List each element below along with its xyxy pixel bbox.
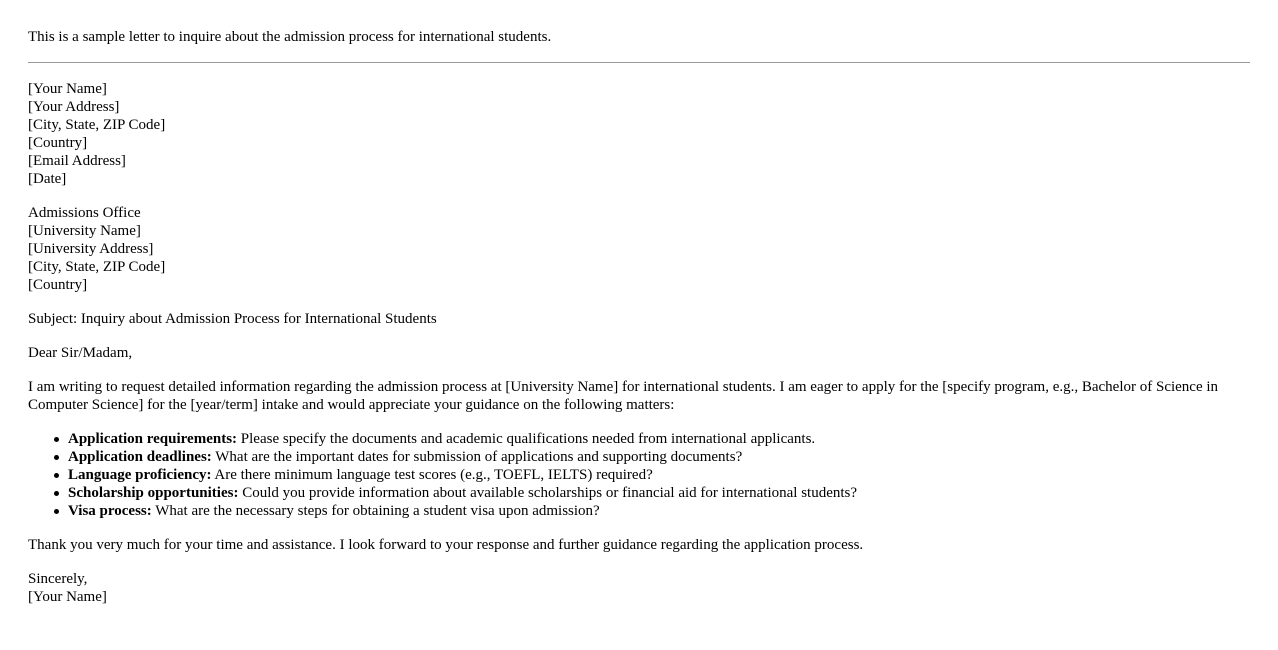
sender-address: [Your Address] [28, 99, 120, 115]
list-item [68, 448, 1250, 466]
list-item-label: Application requirements: [68, 431, 238, 447]
sender-country: [Country] [28, 135, 88, 151]
intro-text: This is a sample letter to inquire about the admission process for international students. [28, 29, 552, 45]
closing-paragraph: Thank you very much for your time and assistance. I look forward to your response and further guidance regarding the application process. [28, 537, 864, 553]
list-item-text: Are there minimum language test scores (e.g., TOEFL, IELTS) required? [211, 467, 653, 483]
sender-name: [Your Name] [28, 81, 107, 97]
subject-line: Subject: Inquiry about Admission Process for International Students [28, 311, 437, 327]
recipient-office: Admissions Office [28, 205, 141, 221]
recipient-university: [University Name] [28, 223, 141, 239]
letter-date: [Date] [28, 171, 67, 187]
recipient-address-block [28, 204, 1250, 294]
salutation: Dear Sir/Madam, [28, 345, 133, 361]
sender-city-state-zip: [City, State, ZIP Code] [28, 117, 166, 133]
recipient-city-state-zip: [City, State, ZIP Code] [28, 259, 166, 275]
list-item-label: Application deadlines: [68, 449, 212, 465]
list-item-text: Please specify the documents and academic qualifications needed from international applicants. [237, 431, 816, 447]
signoff: Sincerely, [28, 571, 88, 587]
list-item [68, 466, 1250, 484]
list-item [68, 502, 1250, 520]
list-item-text: What are the important dates for submission of applications and supporting documents? [211, 449, 743, 465]
body-paragraph: I am writing to request detailed information regarding the admission process at [University Name] for international students. I am eager to apply for the [specify program, e.g., Bachelor of Science in Computer Science] for the [year/term] intake and would appreciate your guidance on the following matters: [28, 379, 1219, 413]
recipient-country: [Country] [28, 277, 88, 293]
list-item-label: Visa process: [68, 503, 152, 519]
divider [28, 62, 1250, 63]
signature-name: [Your Name] [28, 589, 107, 605]
list-item-text: What are the necessary steps for obtaining a student visa upon admission? [151, 503, 600, 519]
sender-address-block [28, 80, 1250, 188]
list-item-text: Could you provide information about available scholarships or financial aid for international students? [238, 485, 858, 501]
sender-email: [Email Address] [28, 153, 126, 169]
questions-list [28, 430, 1250, 520]
list-item [68, 484, 1250, 502]
list-item-label: Scholarship opportunities: [68, 485, 239, 501]
list-item-label: Language proficiency: [68, 467, 212, 483]
signature-block [28, 570, 1250, 606]
list-item [68, 430, 1250, 448]
recipient-address: [University Address] [28, 241, 154, 257]
